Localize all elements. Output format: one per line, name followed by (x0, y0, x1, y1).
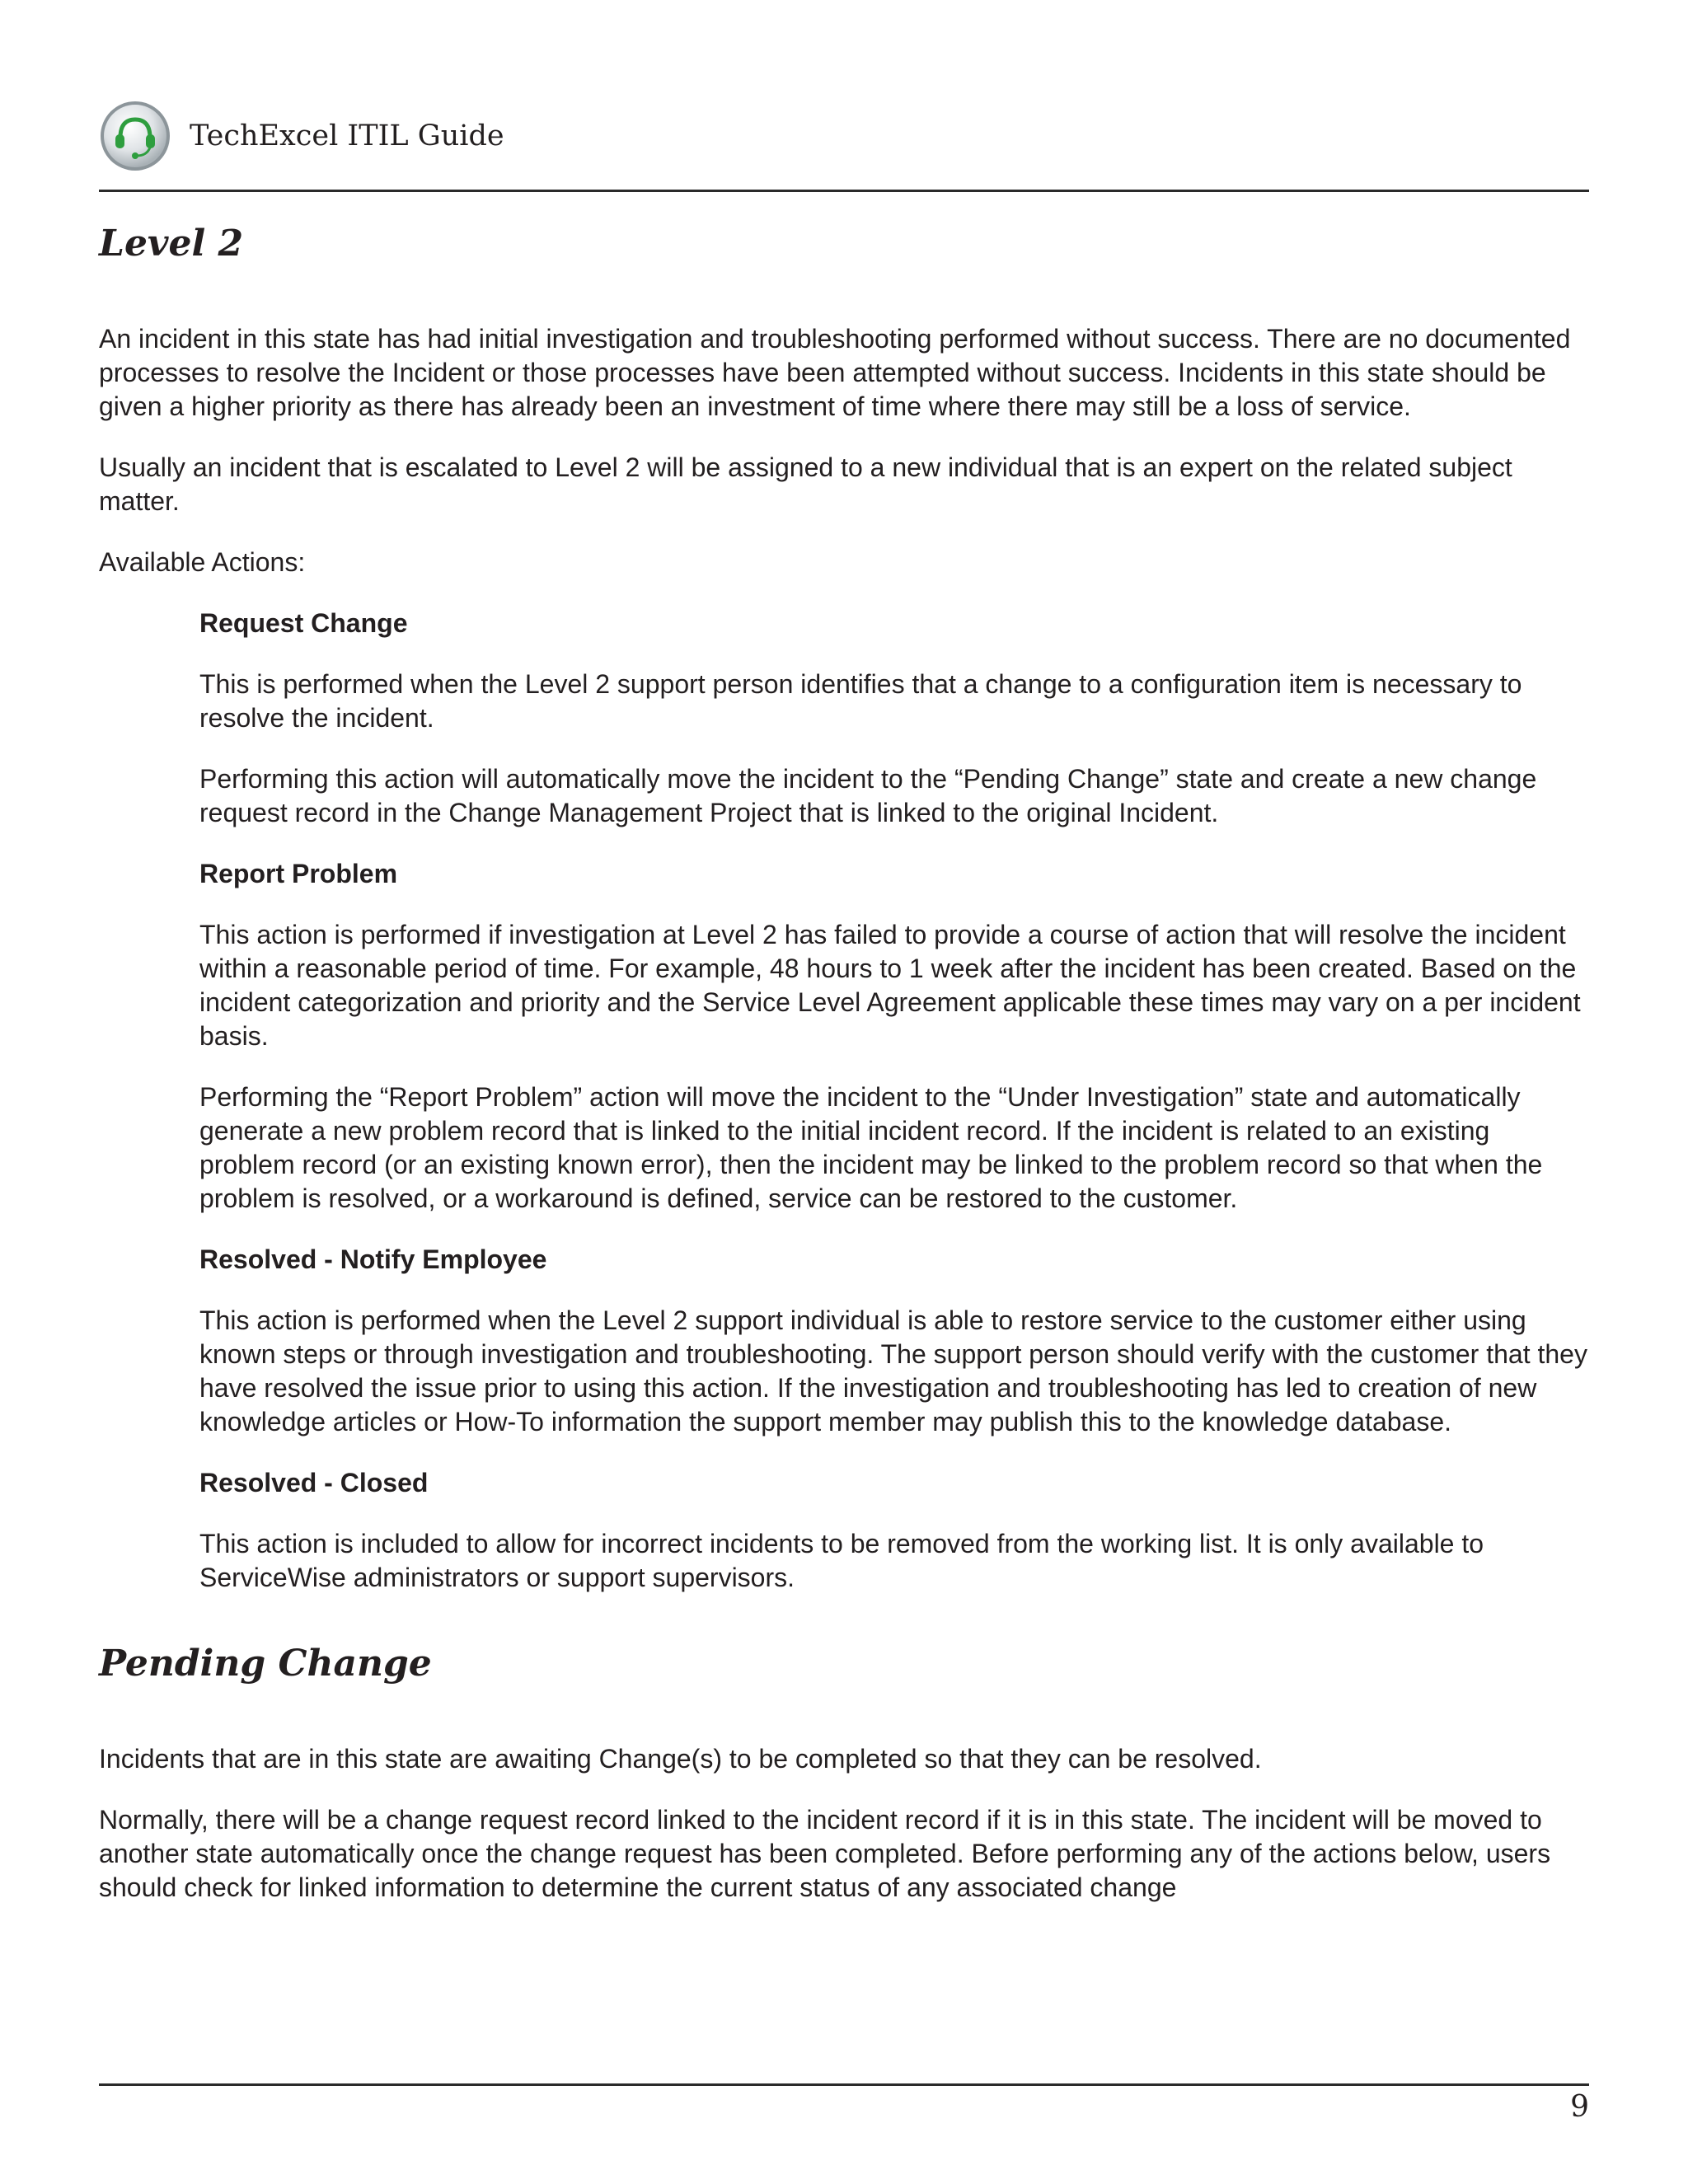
actions-list (199, 607, 1589, 1595)
available-actions-label: Available Actions: (99, 546, 306, 577)
guide-title: TechExcel ITIL Guide (190, 120, 504, 152)
action-description: Performing this action will automatically move the incident to the “Pending Change” state and create a new change request record in the Change Management Project that is linked to the original Incident. (199, 763, 1537, 827)
section-heading-pending-change: Pending Change (99, 1642, 432, 1685)
paragraph: Normally, there will be a change request record linked to the incident record if it is in this state. The incident will be moved to another state automatically once the change request has been completed. Before performing any of the actions below, users should check for linked information to determine the current status of any associated change (99, 1804, 1551, 1902)
page-number: 9 (1570, 2090, 1589, 2124)
page-body (99, 223, 1589, 1932)
header-divider (99, 190, 1589, 192)
action-description: This action is included to allow for incorrect incidents to be removed from the working list. It is only available to ServiceWise administrators or support supervisors. (199, 1528, 1484, 1592)
action-title-report-problem: Report Problem (199, 858, 398, 888)
paragraph: Usually an incident that is escalated to Level 2 will be assigned to a new individual that is an expert on the related subject matter. (99, 452, 1512, 516)
action-description: This action is performed when the Level 2 support individual is able to restore service to the customer either using known steps or through investigation and troubleshooting. The support person should verify with the customer that they have resolved the issue prior to using this action. If the investigation and troubleshooting has led to creation of new knowledge articles or How-To information the support member may publish this to the knowledge database. (199, 1305, 1587, 1436)
headset-logo-icon (99, 100, 171, 172)
paragraph: Incidents that are in this state are awaiting Change(s) to be completed so that they can be resolved. (99, 1743, 1262, 1774)
action-description: This is performed when the Level 2 support person identifies that a change to a configuration item is necessary to resolve the incident. (199, 668, 1522, 733)
action-description: Performing the “Report Problem” action will move the incident to the “Under Investigation” state and automatically generate a new problem record that is linked to the initial incident record. If the incident is related to an existing problem record (or an existing known error), then the incident may be linked to the problem record so that when the problem is resolved, or a workaround is defined, service can be restored to the customer. (199, 1081, 1543, 1213)
section-heading-level-2: Level 2 (99, 223, 244, 265)
page-header (99, 97, 504, 175)
action-description: This action is performed if investigation at Level 2 has failed to provide a course of action that will resolve the incident within a reasonable period of time. For example, 48 hours to 1 week after the incident has been created. Based on the incident categorization and priority and the Service Level Agreement applicable these times may vary on a per incident basis. (199, 919, 1581, 1051)
action-title-resolved-notify-employee: Resolved - Notify Employee (199, 1244, 547, 1274)
paragraph: An incident in this state has had initial investigation and troubleshooting performed without success. There are no documented processes to resolve the Incident or those processes have been attempted without success. Incidents in this state should be given a higher priority as there has already been an investment of time where there may still be a loss of service. (99, 323, 1571, 421)
footer-divider (99, 2083, 1589, 2086)
action-title-request-change: Request Change (199, 607, 408, 638)
action-title-resolved-closed: Resolved - Closed (199, 1467, 429, 1497)
